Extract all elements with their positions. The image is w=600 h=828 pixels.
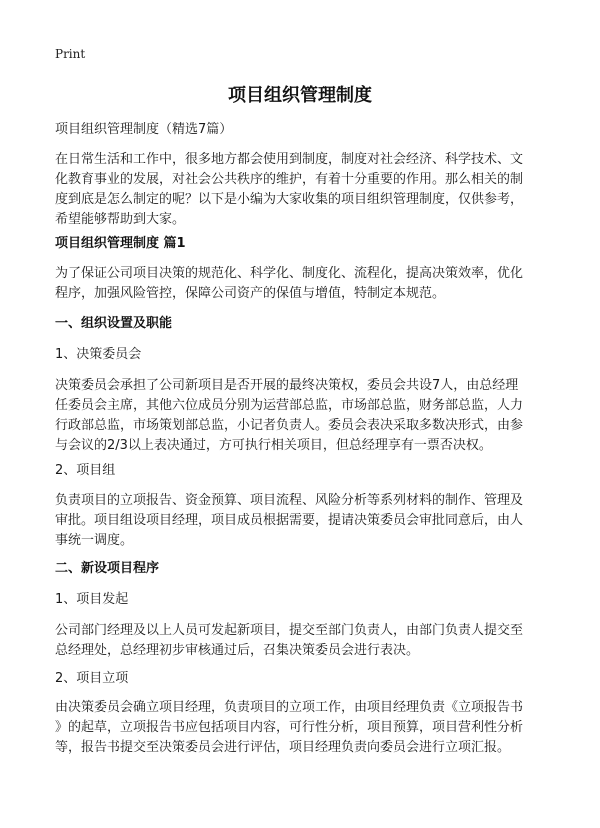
intro-line: 度到底是怎么制定的呢？以下是小编为大家收集的项目组织管理制度，仅供参考， [55, 192, 524, 207]
article-intro-paragraph [55, 264, 555, 304]
intro-line: 在日常生活和工作中，很多地方都会使用到制度，制度对社会经济、科学技术、文 [55, 152, 524, 167]
section2-sub2-paragraph [55, 698, 555, 758]
section1-sub1-paragraph [55, 376, 555, 456]
section2-sub2-line: 》的起草，立项报告书应包括项目内容，可行性分析，项目预算，项目营利性分析 [55, 720, 524, 735]
section1-heading: 一、组织设置及职能 [55, 316, 173, 331]
print-link[interactable]: Print [55, 47, 86, 61]
section1-sub1-line: 任委员会主席，其他六位成员分别为运营部总监，市场部总监，财务部总监，人力 [55, 398, 524, 413]
article-heading: 项目组织管理制度 篇1 [55, 236, 186, 251]
section1-sub1-line: 决策委员会承担了公司新项目是否开展的最终决策权，委员会共设7人，由总经理 [55, 378, 519, 393]
section2-sub1-heading: 1、项目发起 [55, 592, 129, 607]
section1-sub2-paragraph [55, 491, 555, 551]
section2-sub1-line: 公司部门经理及以上人员可发起新项目，提交至部门负责人，由部门负责人提交至 [55, 623, 524, 638]
document-subtitle: 项目组织管理制度（精选7篇） [55, 122, 233, 137]
article-intro-line: 程序，加强风险管控，保障公司资产的保值与增值，特制定本规范。 [55, 286, 446, 301]
section2-sub2-line: 由决策委员会确立项目经理，负责项目的立项工作，由项目经理负责《立项报告书 [55, 700, 524, 715]
section2-sub2-line: 等，报告书提交至决策委员会进行评估，项目经理负责向委员会进行立项汇报。 [55, 740, 511, 755]
section1-sub2-heading: 2、项目组 [55, 463, 116, 478]
section1-sub1-line: 与会议的2/3以上表决通过，方可执行相关项目，但总经理享有一票否决权。 [55, 438, 492, 453]
intro-paragraph [55, 150, 555, 230]
section2-heading: 二、新设项目程序 [55, 561, 160, 576]
intro-line: 希望能够帮助到大家。 [55, 212, 186, 227]
section1-sub2-line: 审批。项目组设项目经理，项目成员根据需要，提请决策委员会审批同意后，由人 [55, 513, 524, 528]
section1-sub2-line: 负责项目的立项报告、资金预算、项目流程、风险分析等系列材料的制作、管理及 [55, 493, 524, 508]
document-title: 项目组织管理制度 [228, 85, 372, 106]
article-intro-line: 为了保证公司项目决策的规范化、科学化、制度化、流程化，提高决策效率，优化 [55, 266, 524, 281]
section1-sub1-heading: 1、决策委员会 [55, 347, 142, 362]
section1-sub1-line: 行政部总监，市场策划部总监，小记者负责人。委员会表决采取多数决形式，由参 [55, 418, 524, 433]
section2-sub1-paragraph [55, 621, 555, 661]
section2-sub2-heading: 2、项目立项 [55, 671, 129, 686]
intro-line: 化教育事业的发展，对社会公共秩序的维护，有着十分重要的作用。那么相关的制 [55, 172, 524, 187]
section1-sub2-line: 事统一调度。 [55, 533, 134, 548]
section2-sub1-line: 总经理处，总经理初步审核通过后，召集决策委员会进行表决。 [55, 643, 420, 658]
